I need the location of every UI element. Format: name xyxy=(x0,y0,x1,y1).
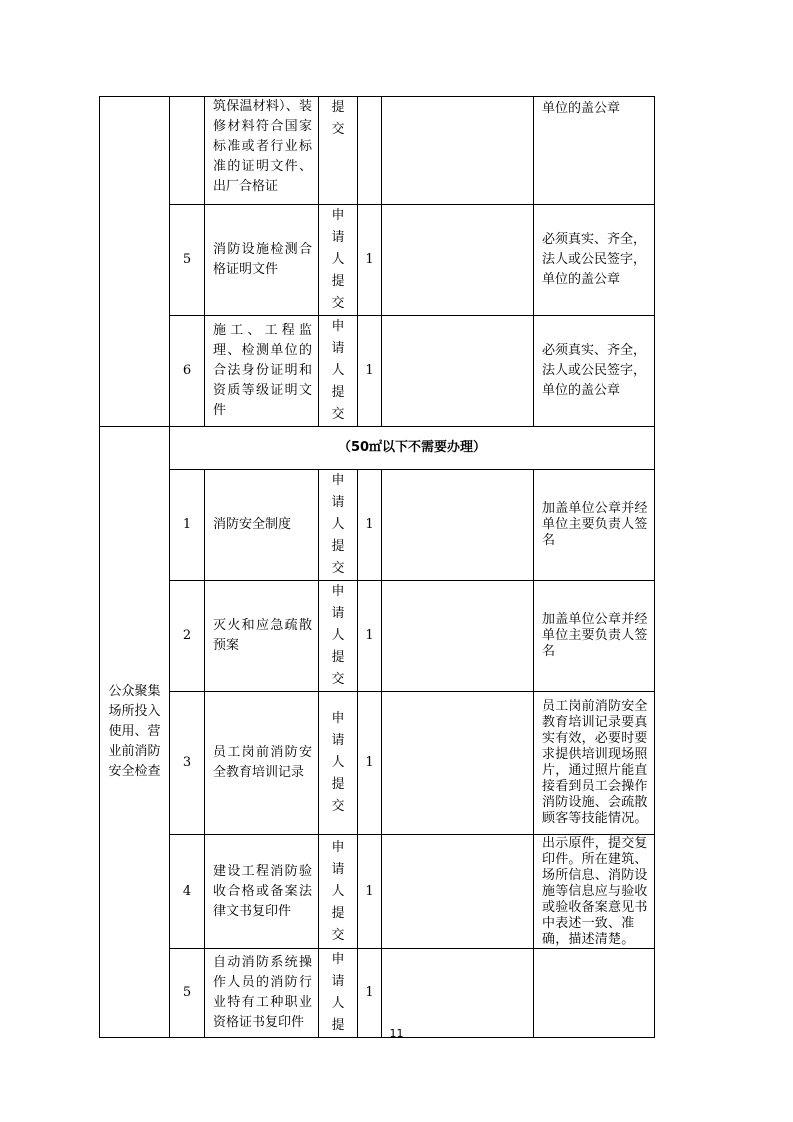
submit-method: 申请人提交 xyxy=(319,835,358,949)
category-label: 公众聚集场所投入使用、营业前消防安全检查 xyxy=(108,684,161,779)
table-row xyxy=(100,835,655,949)
submit-method: 提交 xyxy=(319,97,358,205)
item-quantity: 1 xyxy=(358,949,382,1038)
item-requirement: 加盖单位公章并经单位主要负责人签名 xyxy=(534,581,655,692)
item-requirement xyxy=(534,949,655,1038)
item-number: 2 xyxy=(170,581,205,692)
blank-cell xyxy=(382,581,534,692)
blank-cell xyxy=(382,835,534,949)
table-row xyxy=(100,692,655,835)
blank-cell xyxy=(382,97,534,205)
item-name: 消防安全制度 xyxy=(205,470,319,581)
category-cell-empty xyxy=(100,97,170,427)
item-quantity: 1 xyxy=(358,470,382,581)
blank-cell xyxy=(382,692,534,835)
blank-cell xyxy=(382,205,534,316)
item-quantity: 1 xyxy=(358,835,382,949)
item-number: 3 xyxy=(170,692,205,835)
item-number xyxy=(170,97,205,205)
submit-method: 申请人提交 xyxy=(319,205,358,316)
submit-method: 申请人提交 xyxy=(319,316,358,427)
item-requirement: 出示原件，提交复印件。所在建筑、场所信息、消防设施等信息应与验收或验收备案意见书中表述一致、准确，描述清楚。 xyxy=(534,835,655,949)
item-requirement: 必须真实、齐全，法人或公民签字，单位的盖公章 xyxy=(534,316,655,427)
item-name: 灭火和应急疏散预案 xyxy=(205,581,319,692)
item-requirement: 必须真实、齐全，法人或公民签字，单位的盖公章 xyxy=(534,205,655,316)
table-row xyxy=(100,97,655,205)
item-number: 5 xyxy=(170,205,205,316)
blank-cell xyxy=(382,316,534,427)
item-name: 筑保温材料）、装修材料符合国家标准或者行业标准的证明文件、出厂合格证 xyxy=(205,97,319,205)
item-quantity: 1 xyxy=(358,316,382,427)
table-row xyxy=(100,949,655,1038)
submit-method: 申请人提 xyxy=(319,949,358,1038)
category-cell xyxy=(100,427,170,1038)
item-requirement: 单位的盖公章 xyxy=(534,97,655,205)
submit-method: 申请人提交 xyxy=(319,581,358,692)
item-number: 6 xyxy=(170,316,205,427)
item-name: 消防设施检测合格证明文件 xyxy=(205,205,319,316)
item-quantity xyxy=(358,97,382,205)
item-name: 员工岗前消防安全教育培训记录 xyxy=(205,692,319,835)
submit-method: 申请人提交 xyxy=(319,470,358,581)
item-requirement: 加盖单位公章并经单位主要负责人签名 xyxy=(534,470,655,581)
blank-cell xyxy=(382,470,534,581)
item-quantity: 1 xyxy=(358,692,382,835)
item-number: 5 xyxy=(170,949,205,1038)
table-row xyxy=(100,205,655,316)
materials-table xyxy=(99,96,655,1038)
page-number: 11 xyxy=(389,1027,404,1040)
item-name: 施工、工程监理、检测单位的合法身份证明和资质等级证明文件 xyxy=(205,316,319,427)
item-name: 自动消防系统操作人员的消防行业特有工种职业资格证书复印件 xyxy=(205,949,319,1038)
item-name: 建设工程消防验收合格或备案法律文书复印件 xyxy=(205,835,319,949)
section-banner: （50㎡以下不需要办理） xyxy=(170,427,655,470)
item-quantity: 1 xyxy=(358,581,382,692)
blank-cell xyxy=(382,949,534,1038)
item-number: 1 xyxy=(170,470,205,581)
section-banner-row xyxy=(100,427,655,470)
table-row xyxy=(100,581,655,692)
table-row xyxy=(100,316,655,427)
item-number: 4 xyxy=(170,835,205,949)
table-row xyxy=(100,470,655,581)
item-requirement: 员工岗前消防安全教育培训记录要真实有效，必要时要求提供培训现场照片，通过照片能直接看到员工会操作消防设施、会疏散顾客等技能情况。 xyxy=(534,692,655,835)
submit-method: 申请人提交 xyxy=(319,692,358,835)
item-quantity: 1 xyxy=(358,205,382,316)
